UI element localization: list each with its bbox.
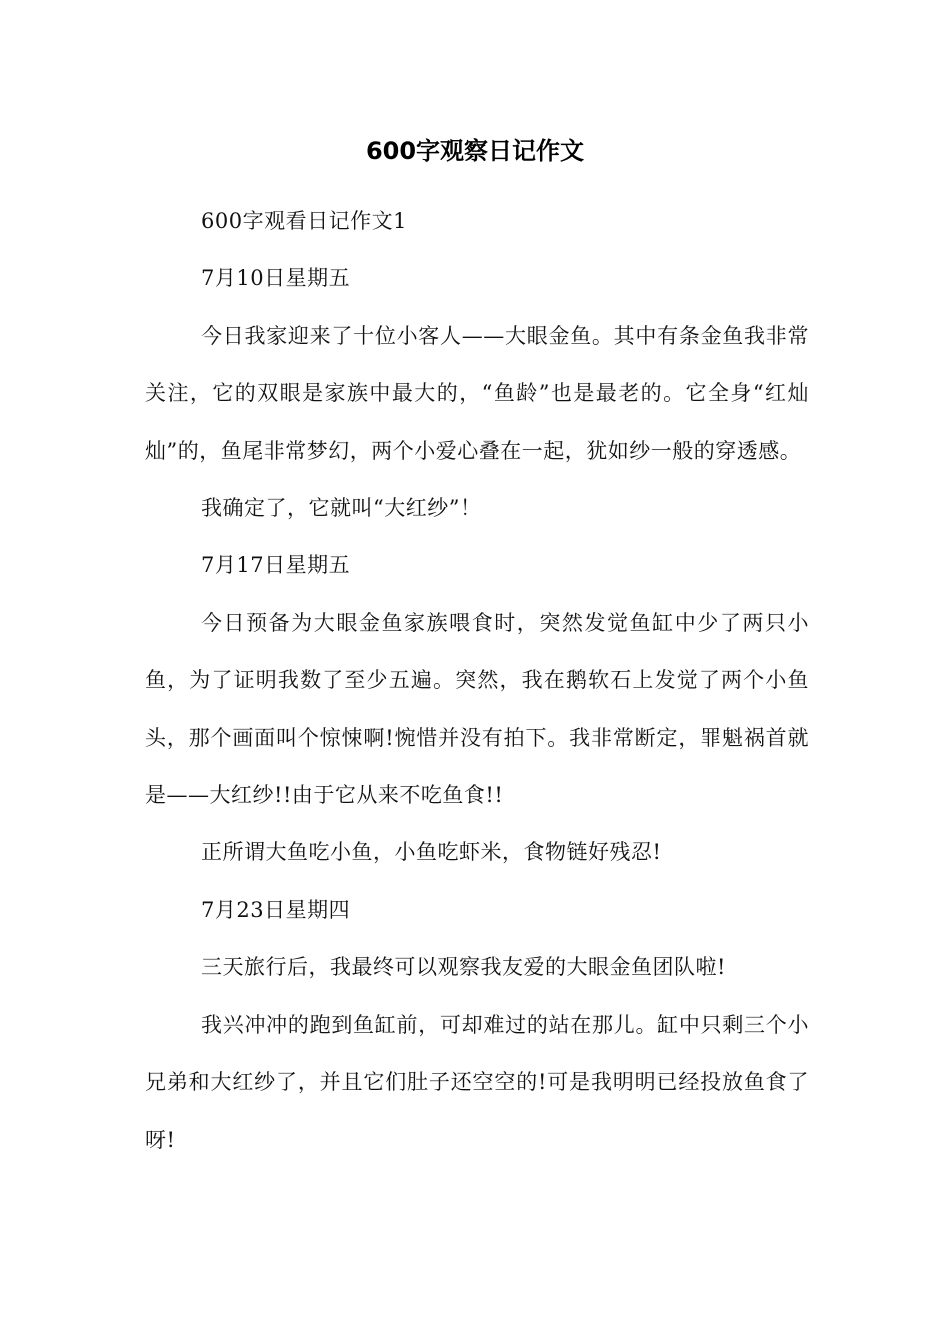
paragraph: 我确定了，它就叫“大红纱”！ bbox=[201, 496, 482, 521]
diary-date: 7月17日星期五 bbox=[201, 553, 351, 578]
diary-date: 7月10日星期五 bbox=[201, 266, 351, 291]
document-title: 600字观察日记作文 bbox=[365, 137, 585, 165]
paragraph: 三天旅行后，我最终可以观察我友爱的大眼金鱼团队啦! bbox=[201, 955, 726, 980]
paragraph: 今日预备为大眼金鱼家族喂食时，突然发觉鱼缸中少了两只小鱼，为了证明我数了至少五遍。突然，我在鹅软石上发觉了两个小鱼头，那个画面叫个惊悚啊!惋惜并没有拍下。我非常断定，罪魁祸首就是——大红纱!!由于它从来不吃鱼食!! bbox=[145, 610, 809, 808]
document-body bbox=[145, 193, 809, 1169]
essay-subtitle: 600字观看日记作文1 bbox=[201, 209, 407, 233]
diary-date: 7月23日星期四 bbox=[201, 897, 351, 922]
paragraph: 今日我家迎来了十位小客人——大眼金鱼。其中有条金鱼我非常关注，它的双眼是家族中最大的，“鱼龄”也是最老的。它全身“红灿灿”的，鱼尾非常梦幻，两个小爱心叠在一起，犹如纱一般的穿透感。 bbox=[145, 323, 809, 463]
paragraph: 正所谓大鱼吃小鱼，小鱼吃虾米，食物链好残忍! bbox=[201, 840, 662, 865]
paragraph: 我兴冲冲的跑到鱼缸前，可却难过的站在那儿。缸中只剩三个小兄弟和大红纱了，并且它们肚子还空空的!可是我明明已经投放鱼食了呀! bbox=[145, 1012, 809, 1152]
